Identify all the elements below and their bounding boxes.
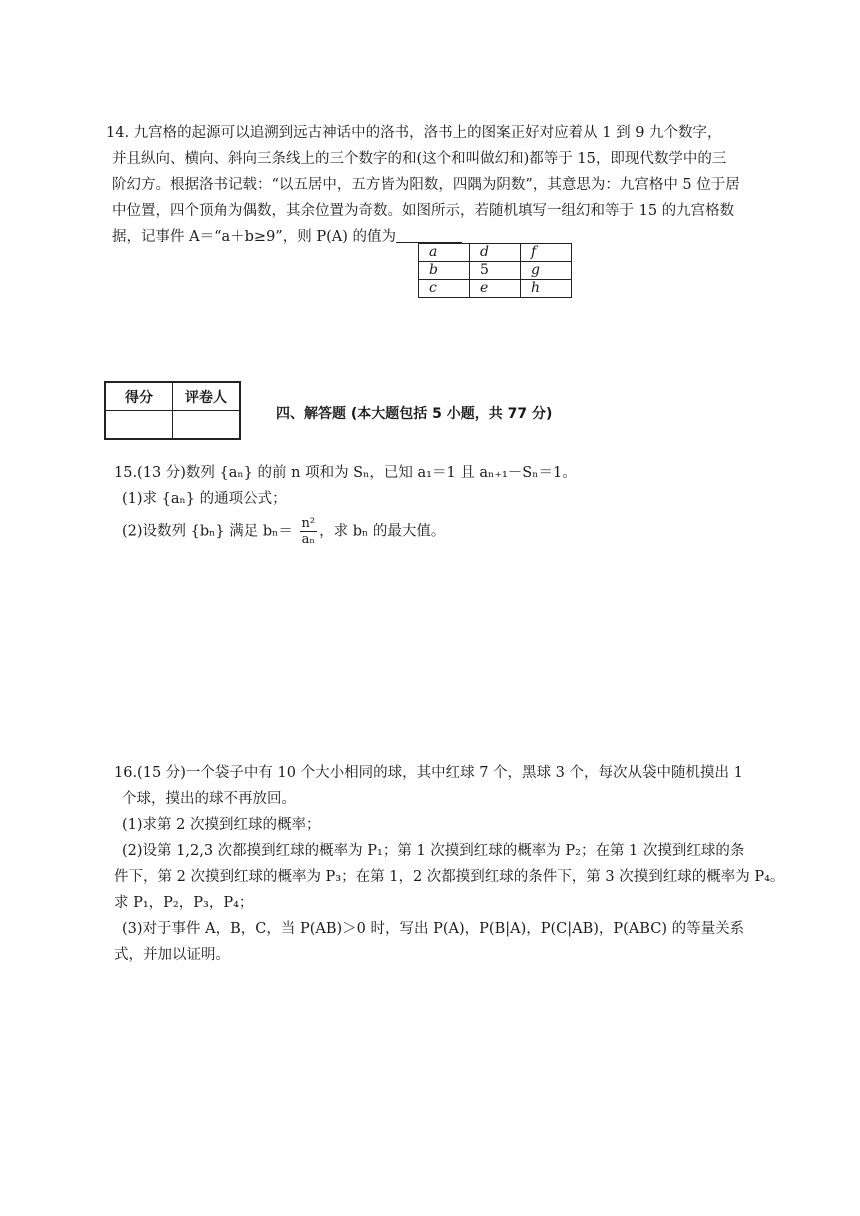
q14-line-1: 14. 九宫格的起源可以追溯到远古神话中的洛书，洛书上的图案正好对应着从 1 到 9 九个数字， xyxy=(106,125,722,141)
score-header: 得分 xyxy=(105,382,173,411)
q15-line-3 xyxy=(114,516,794,547)
grid-cell: d xyxy=(470,244,521,262)
grid-row xyxy=(419,262,572,280)
q15-line-3-pre: (2)设数列 {bₙ} 满足 bₙ＝ xyxy=(122,523,293,540)
q16-line-4: (2)设第 1,2,3 次都摸到红球的概率为 P₁；第 1 次摸到红球的概率为 P₂；在第 1 次摸到红球的条 xyxy=(122,843,745,859)
grid-cell: c xyxy=(419,280,470,298)
grid-cell: a xyxy=(419,244,470,262)
grid-cell: 5 xyxy=(470,262,521,280)
score-cell[interactable] xyxy=(105,411,173,440)
q15-line-1: 15.(13 分)数列 {aₙ} 的前 n 项和为 Sₙ，已知 a₁＝1 且 aₙ₊₁－Sₙ＝1。 xyxy=(114,465,577,481)
question-15 xyxy=(114,460,794,547)
grid-cell: g xyxy=(521,262,572,280)
q14-line-3: 阶幻方。根据洛书记载：“以五居中，五方皆为阳数，四隅为阴数”，其意思为：九宫格中 5 位于居 xyxy=(112,177,740,193)
question-14 xyxy=(106,120,762,250)
section-title: 四、解答题 (本大题包括 5 小题，共 77 分) xyxy=(276,406,553,422)
grid-cell: b xyxy=(419,262,470,280)
magic-square-grid xyxy=(418,243,572,298)
grader-header: 评卷人 xyxy=(173,382,241,411)
grid-row xyxy=(419,244,572,262)
score-table xyxy=(104,381,241,440)
question-16 xyxy=(114,760,794,968)
q16-line-3: (1)求第 2 次摸到红球的概率； xyxy=(122,817,321,833)
grid-cell: e xyxy=(470,280,521,298)
q16-line-2: 个球，摸出的球不再放回。 xyxy=(122,791,296,807)
fraction-numerator: n² xyxy=(301,516,316,531)
q14-line-2: 并且纵向、横向、斜向三条线上的三个数字的和(这个和叫做幻和)都等于 15，即现代数学中的三 xyxy=(112,151,727,167)
q15-line-3-post: ，求 bₙ 的最大值。 xyxy=(319,523,446,540)
fraction-denominator: aₙ xyxy=(301,532,316,547)
q16-line-7: (3)对于事件 A，B，C，当 P(AB)＞0 时，写出 P(A)，P(B|A)，P(C|AB)，P(ABC) 的等量关系 xyxy=(122,921,745,937)
q14-line-4: 中位置，四个顶角为偶数，其余位置为奇数。如图所示，若随机填写一组幻和等于 15 的九宫格数 xyxy=(112,203,735,219)
q14-line-5-text: 据，记事件 A＝“a＋b≥9”，则 P(A) 的值为 xyxy=(112,229,396,245)
grader-cell[interactable] xyxy=(173,411,241,440)
q16-line-1: 16.(15 分)一个袋子中有 10 个大小相同的球，其中红球 7 个，黑球 3 个，每次从袋中随机摸出 1 xyxy=(114,765,743,781)
grid-cell: h xyxy=(521,280,572,298)
q16-line-8: 式，并加以证明。 xyxy=(114,947,230,963)
grid-row xyxy=(419,280,572,298)
q16-line-6: 求 P₁，P₂，P₃，P₄； xyxy=(114,895,254,911)
grid-cell: f xyxy=(521,244,572,262)
fraction xyxy=(300,516,318,547)
answer-blank xyxy=(396,228,462,243)
q16-line-5: 件下，第 2 次摸到红球的概率为 P₃；在第 1，2 次都摸到红球的条件下，第 3 次摸到红球的概率为 P₄。 xyxy=(114,869,785,885)
q15-line-2: (1)求 {aₙ} 的通项公式； xyxy=(122,491,287,507)
